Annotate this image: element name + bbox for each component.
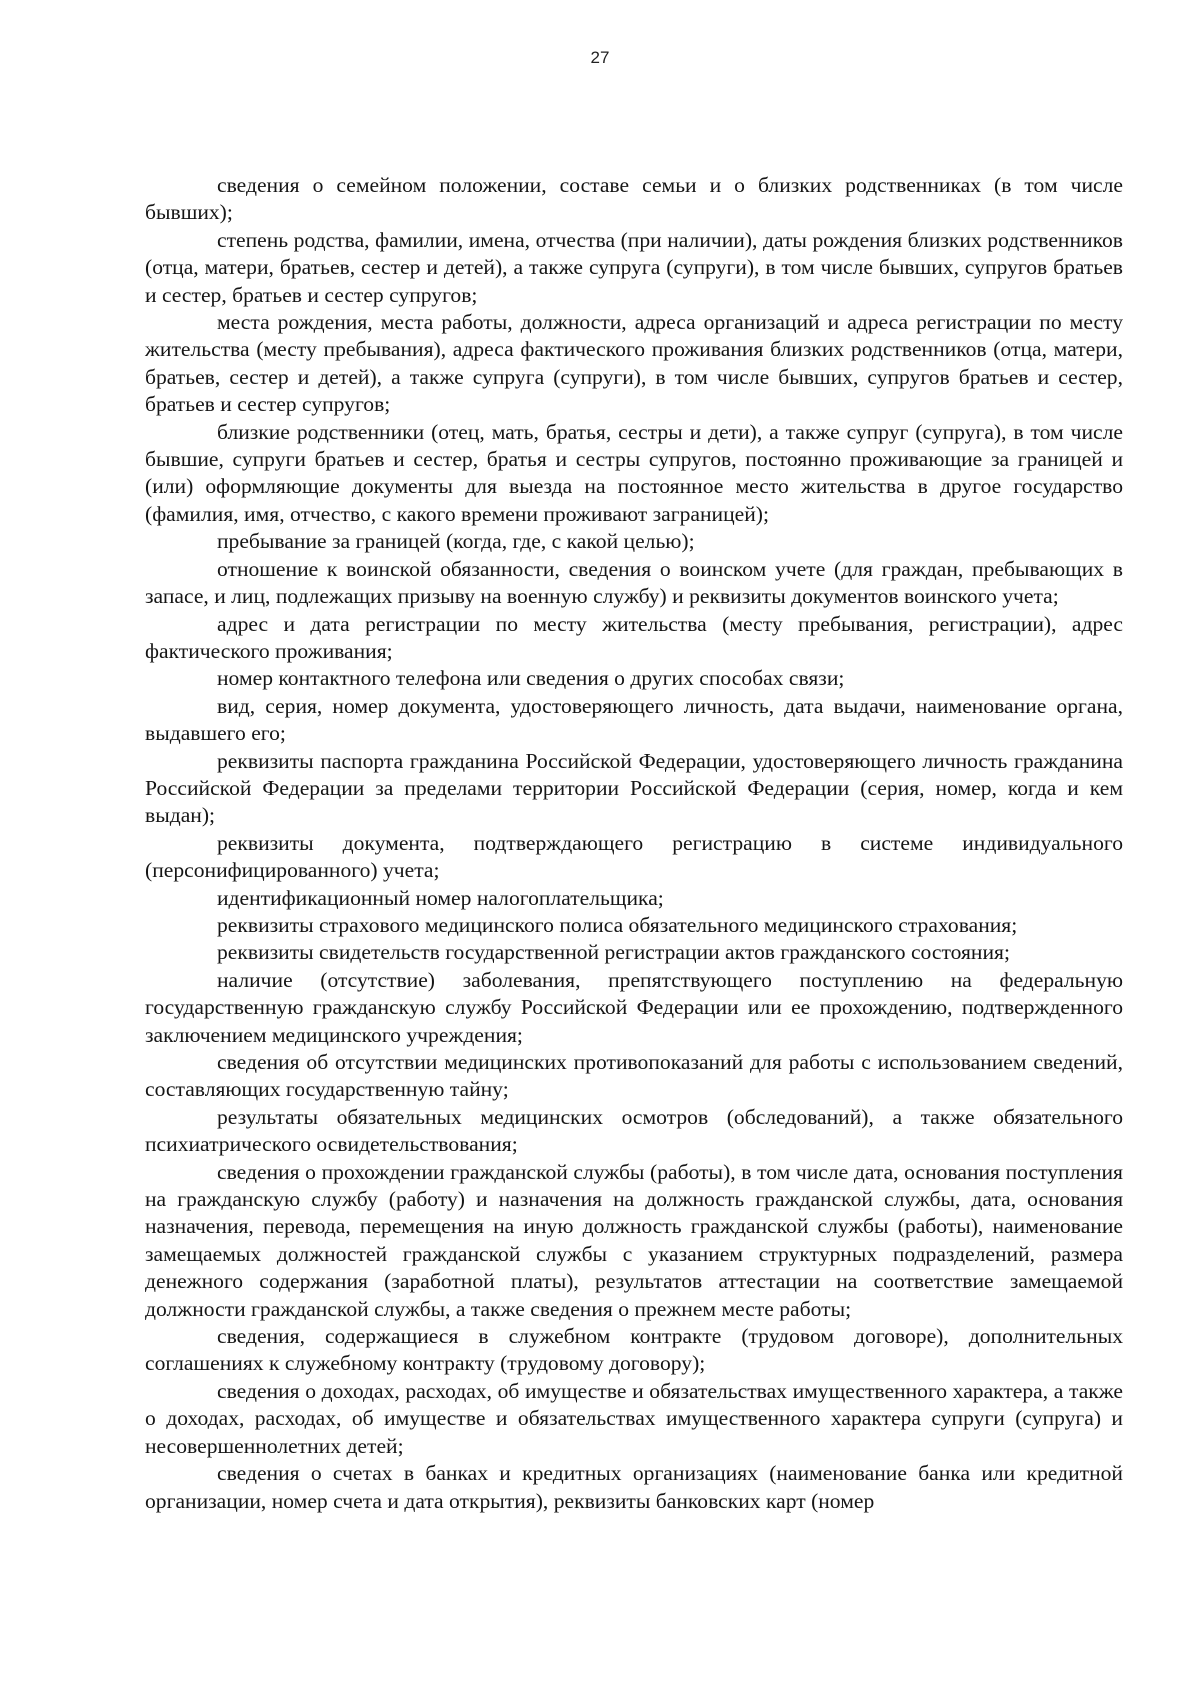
document-body	[145, 172, 1123, 1515]
paragraph: вид, серия, номер документа, удостоверяющего личность, дата выдачи, наименование органа, выдавшего его;	[145, 693, 1123, 746]
paragraph: сведения о счетах в банках и кредитных организациях (наименование банка или кредитной организации, номер счета и дата открытия), реквизиты банковских карт (номер	[145, 1461, 1123, 1513]
paragraph: сведения о семейном положении, составе семьи и о близких родственниках (в том числе бывших);	[145, 173, 1123, 225]
paragraph: сведения об отсутствии медицинских противопоказаний для работы с использованием сведений, составляющих государственную тайну;	[145, 1050, 1123, 1102]
paragraph: номер контактного телефона или сведения о других способах связи;	[217, 666, 845, 691]
paragraph: сведения, содержащиеся в служебном контракте (трудовом договоре), дополнительных соглашениях к служебному контракту (трудовому договору);	[145, 1324, 1123, 1376]
paragraph: сведения о доходах, расходах, об имуществе и обязательствах имущественного характера, а также о доходах, расходах, об имуществе и обязательствах имущественного характера супруги (супруга) и несовершеннолетних детей;	[145, 1378, 1123, 1458]
paragraph: отношение к воинской обязанности, сведения о воинском учете (для граждан, пребывающих в запасе, и лиц, подлежащих призыву на военную службу) и реквизиты документов воинского учета;	[145, 556, 1123, 609]
paragraph: реквизиты свидетельств государственной регистрации актов гражданского состояния;	[217, 940, 1010, 965]
paragraph: места рождения, места работы, должности, адреса организаций и адреса регистрации по месту жительства (месту пребывания), адреса фактического проживания близких родственников (отца, матери, братьев, сестер и детей), а также супруга (супруги), в том числе бывших, супругов братьев и сестер, братьев и сестер супругов;	[145, 310, 1123, 417]
paragraph: наличие (отсутствие) заболевания, препятствующего поступлению на федеральную государственную гражданскую службу Российской Федерации или ее прохождению, подтвержденного заключением медицинского учреждения;	[145, 967, 1123, 1047]
paragraph: реквизиты страхового медицинского полиса обязательного медицинского страхования;	[217, 912, 1018, 937]
paragraph: сведения о прохождении гражданской службы (работы), в том числе дата, основания поступления на гражданскую службу (работу) и назначения на должность гражданской службы, дата, основания назначения, перевода, перемещения на иную должность гражданской службы (работы), наименование замещаемых должностей гражданской службы с указанием структурных подразделений, размера денежного содержания (заработной платы), результатов аттестации на соответствие замещаемой должности гражданской службы, а также сведения о прежнем месте работы;	[145, 1159, 1123, 1321]
paragraph: пребывание за границей (когда, где, с какой целью);	[217, 529, 695, 554]
paragraph: адрес и дата регистрации по месту жительства (месту пребывания, регистрации), адрес фактического проживания;	[145, 611, 1123, 663]
paragraph: близкие родственники (отец, мать, братья, сестры и дети), а также супруг (супруга), в том числе бывшие, супруги братьев и сестер, братья и сестры супругов, постоянно проживающие за границей и (или) оформляющие документы для выезда на постоянное место жительства в другое государство (фамилия, имя, отчество, с какого времени проживают заграницей);	[145, 419, 1123, 526]
page-number: 27	[590, 48, 610, 67]
paragraph: реквизиты документа, подтверждающего регистрацию в системе индивидуального (персонифицированного) учета;	[145, 830, 1123, 883]
paragraph: степень родства, фамилии, имена, отчества (при наличии), даты рождения близких родственников (отца, матери, братьев, сестер и детей), а также супруга (супруги), в том числе бывших, супругов братьев и сестер, братьев и сестер супругов;	[145, 227, 1123, 307]
paragraph: результаты обязательных медицинских осмотров (обследований), а также обязательного психиатрического освидетельствования;	[145, 1104, 1123, 1157]
paragraph: реквизиты паспорта гражданина Российской Федерации, удостоверяющего личность гражданина Российской Федерации за пределами территории Российской Федерации (серия, номер, когда и кем выдан);	[145, 748, 1123, 828]
paragraph: идентификационный номер налогоплательщика;	[217, 885, 664, 910]
